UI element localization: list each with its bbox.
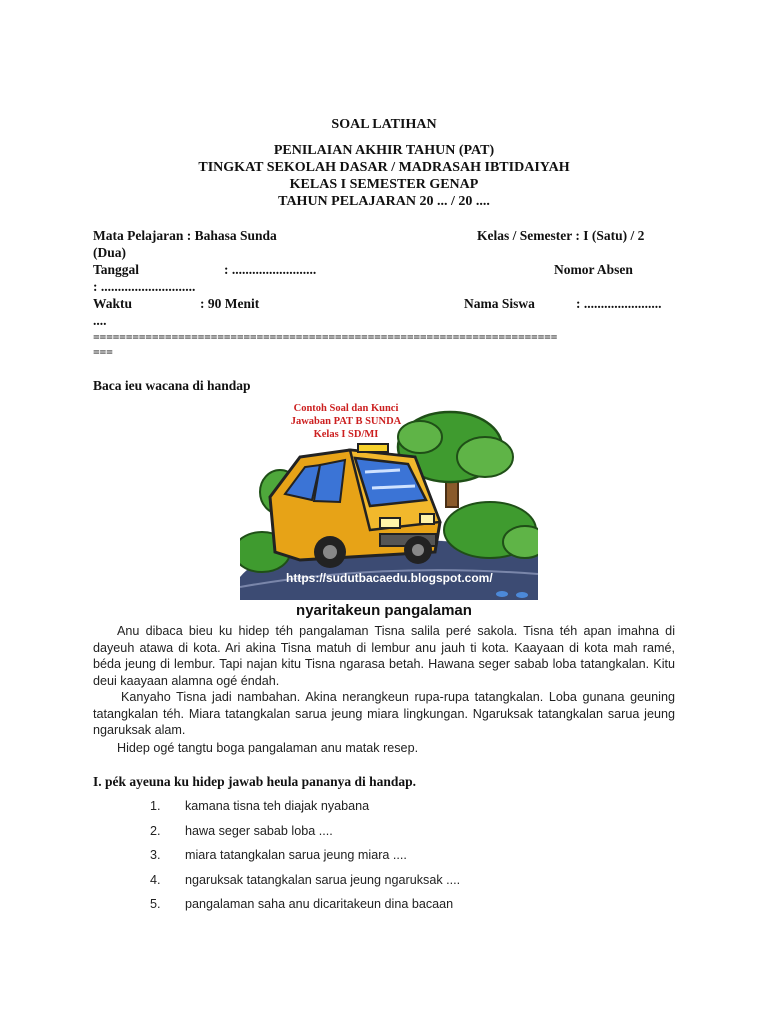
time-value: : 90 Menit [200, 296, 260, 311]
header-line-4: TAHUN PELAJARAN 20 ... / 20 .... [278, 194, 490, 209]
student-name-cont: .... [93, 313, 107, 328]
blog-url: https://sudutbacaedu.blogspot.com/ [286, 571, 493, 585]
section-title: I. pék ayeuna ku hidep jawab heula pananya di handap. [93, 774, 417, 789]
question-list [150, 796, 460, 919]
info-row-mapel [93, 227, 677, 244]
question-number: 1. [150, 799, 161, 813]
exam-header [0, 142, 768, 210]
subject-field: Mata Pelajaran : Bahasa Sunda [93, 228, 277, 243]
student-name-label: Nama Siswa [464, 296, 535, 311]
question-text: pangalaman saha anu dicaritakeun dina bacaan [185, 897, 454, 911]
question-number: 4. [150, 872, 161, 887]
absen-value: : ............................ [93, 279, 196, 294]
info-row-tanggal [93, 261, 677, 278]
header-line-3: KELAS I SEMESTER GENAP [289, 177, 479, 192]
question-text: hawa seger sabab loba .... [185, 823, 333, 838]
doc-title: SOAL LATIHAN [331, 117, 437, 132]
separator-line-cont: === [93, 346, 113, 359]
absen-label: Nomor Absen [554, 262, 633, 277]
student-name-value: : ....................... [576, 296, 662, 311]
question-item [150, 870, 460, 895]
question-item [150, 821, 460, 846]
date-label: Tanggal [93, 262, 140, 277]
caption-line-3: Kelas I SD/MI [313, 429, 379, 440]
question-text: ngaruksak tatangkalan sarua jeung ngaruksak .... [185, 872, 461, 887]
question-text: miara tatangkalan sarua jeung miara .... [185, 848, 407, 862]
class-field-cont: (Dua) [93, 245, 126, 260]
story-title: nyaritakeun pangalaman [296, 602, 472, 619]
question-number: 2. [150, 823, 161, 838]
story-paragraph-2: Kanyaho Tisna jadi nambahan. Akina nerangkeun rupa-rupa tatangkalan. Loba gunana geuning tatangkalan téh. Miara tatangkalan sarua jeung miara lingkungan. Ngaruksak tatangkalan sarua jeung ngaruksak alam. [93, 690, 675, 738]
question-text: kamana tisna teh diajak nyabana [185, 799, 370, 813]
time-label: Waktu [93, 296, 133, 311]
illustration-caption [266, 402, 426, 441]
story-paragraph-3: Hidep ogé tangtu boga pangalaman anu matak resep. [117, 741, 419, 755]
reading-instruction: Baca ieu wacana di handap [93, 378, 251, 393]
question-number: 3. [150, 848, 161, 862]
separator-line: ======================================================================= [93, 331, 558, 344]
info-row-waktu [93, 295, 677, 312]
class-field: Kelas / Semester : I (Satu) / 2 [477, 228, 645, 243]
question-item [150, 894, 460, 919]
question-item [150, 845, 460, 870]
header-line-1: PENILAIAN AKHIR TAHUN (PAT) [273, 143, 495, 158]
date-value: : ......................... [224, 262, 317, 277]
header-line-2: TINGKAT SEKOLAH DASAR / MADRASAH IBTIDAIYAH [198, 160, 570, 175]
question-number: 5. [150, 897, 161, 911]
question-item [150, 796, 460, 821]
caption-line-1: Contoh Soal dan Kunci [293, 403, 399, 414]
bus-illustration [240, 402, 538, 600]
story-paragraph-1: Anu dibaca bieu ku hidep téh pangalaman Tisna salila peré sakola. Tisna téh apan imahna di dayeuh atawa di kota. Ari akina Tisna matuh di lembur anu jauh ti kota. Kaayaan di kota mah ramé, béda jeung di lembur. Tapi najan kitu Tisna ngarasa betah. Hawana seger sabab loba tatangkalan. Kitu deui kaayaan alamna ogé éndah. [93, 624, 675, 688]
caption-line-2: Jawaban PAT B SUNDA [290, 416, 402, 427]
